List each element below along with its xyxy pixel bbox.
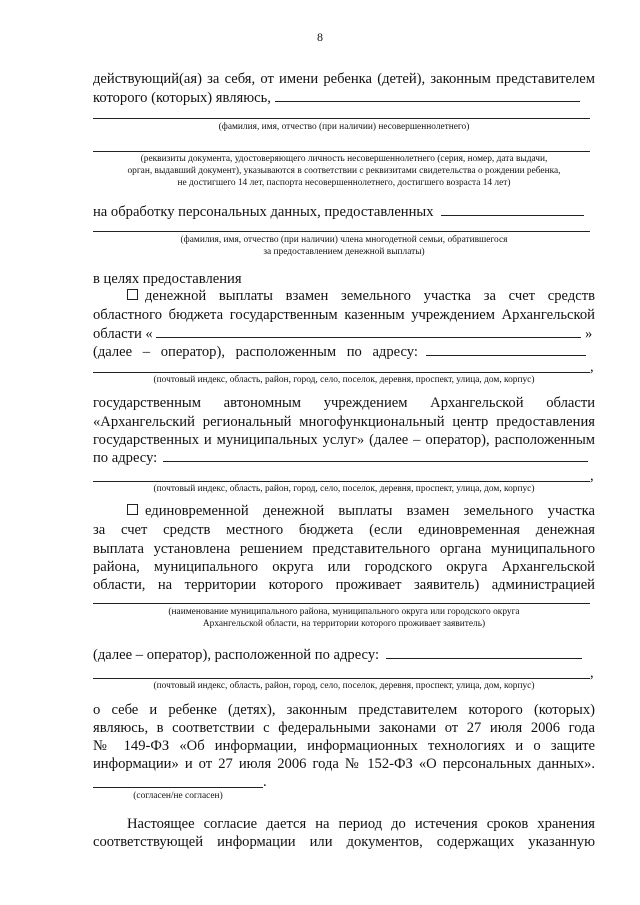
purpose-line: в целях предоставления: [93, 271, 242, 287]
mfc-word-2: автономным: [223, 395, 302, 411]
caption-consent: (согласен/не согласен): [133, 791, 223, 801]
law-line-3: № 149-ФЗ «Об информации, информационных технологиях и о защите: [93, 738, 595, 754]
intro-line-2: [93, 89, 595, 107]
caption-address-2: (почтовый индекс, область, район, город, село, поселок, деревня, проспект, улица, дом, корпус): [153, 484, 535, 494]
option-2-line-2: за счет средств местного бюджета (если единовременная денежная: [93, 522, 595, 538]
minor-name-field-2[interactable]: [93, 118, 590, 119]
option-1-line-4: [93, 343, 595, 361]
caption-member-1: (фамилия, имя, отчество (при наличии) члена многодетной семьи, обратившегося: [180, 235, 508, 245]
municipal-operator-address-field-1[interactable]: [386, 646, 582, 659]
caption-muni-1: (наименование муниципального района, муниципального округа или городского округа: [168, 607, 520, 617]
family-member-field-2[interactable]: [93, 231, 590, 232]
caption-member-2: за предоставлением денежной выплаты): [263, 247, 425, 257]
option-1-text-1: денежной выплаты взамен земельного участка за счет средств: [145, 288, 595, 304]
institution-name-field[interactable]: [156, 325, 581, 338]
option-2-line-5: области, на территории которого проживает заявитель) администрацией: [93, 577, 595, 593]
option-1-text-3a: области «: [93, 326, 153, 342]
mfc-word-5: области: [546, 395, 596, 411]
final-line-1: Настоящее согласие дается на период до истечения сроков хранения: [127, 816, 595, 832]
option-1-line-2: областного бюджета государственным казенным учреждением Архангельской: [93, 307, 595, 323]
option-2-line-4: района, муниципального округа или городского округа Архангельской: [93, 559, 595, 575]
law-line-1: о себе и ребенке (детях), законным представителем которого (которых): [93, 702, 595, 718]
option-2-line-6: [93, 646, 595, 664]
consent-period: .: [263, 774, 267, 790]
option-2-line-1: [127, 502, 595, 520]
option-1-line-1: [127, 287, 595, 305]
mfc-line-4: [93, 449, 595, 467]
caption-address-1: (почтовый индекс, область, район, город, село, поселок, деревня, проспект, улица, дом, корпус): [153, 375, 535, 385]
law-line-4: информации» и от 27 июля 2006 года № 152-ФЗ «О персональных данных».: [93, 756, 595, 772]
address-comma-2: ,: [590, 468, 594, 484]
option-2-text-1: единовременной денежной выплаты взамен земельного участка: [145, 503, 595, 519]
consent-field[interactable]: [93, 787, 263, 788]
municipal-operator-address-field-2[interactable]: [93, 678, 590, 679]
option-1-line-3: [93, 325, 595, 343]
mfc-word-1: государственным: [93, 395, 201, 411]
mfc-line-1: [93, 394, 595, 412]
address-comma-1: ,: [590, 359, 594, 375]
mfc-address-field-1[interactable]: [163, 449, 588, 462]
mfc-address-field-2[interactable]: [93, 481, 590, 482]
intro-line-1: действующий(ая) за себя, от имени ребенка (детей), законным представителем: [93, 71, 595, 87]
option-2-line-3: выплата установлена решением представительного органа муниципального: [93, 541, 595, 557]
mfc-line-2: «Архангельский региональный многофункциональный центр предоставления: [93, 414, 595, 430]
caption-muni-2: Архангельской области, на территории которого проживает заявитель): [202, 619, 486, 629]
caption-doc-1: (реквизиты документа, удостоверяющего личность несовершеннолетнего (серия, номер, дата выдачи,: [140, 154, 548, 164]
processing-text: на обработку персональных данных, предоставленных: [93, 204, 434, 220]
caption-address-3: (почтовый индекс, область, район, город, село, поселок, деревня, проспект, улица, дом, корпус): [153, 681, 535, 691]
mfc-word-4: Архангельской: [430, 395, 524, 411]
intro-line-2-text: которого (которых) являюсь,: [93, 90, 271, 106]
law-line-2: являюсь, в соответствии с федеральными законами от 27 июля 2006 года: [93, 720, 595, 736]
option-2-text-6: (далее – оператор), расположенной по адресу:: [93, 647, 380, 663]
page-number: 8: [317, 30, 323, 44]
mfc-word-3: учреждением: [323, 395, 408, 411]
operator-address-field-2[interactable]: [93, 372, 590, 373]
option-1-text-4: (далее – оператор), расположенным по адресу:: [93, 344, 418, 360]
final-line-2: соответствующей информации или документов, содержащих указанную: [93, 834, 595, 850]
caption-minor-name: (фамилия, имя, отчество (при наличии) несовершеннолетнего): [218, 122, 470, 132]
operator-address-field-1[interactable]: [426, 343, 586, 356]
municipality-name-field[interactable]: [93, 603, 590, 604]
minor-name-field-1[interactable]: [275, 89, 580, 102]
option-1-text-3b: »: [585, 326, 593, 342]
address-comma-3: ,: [590, 665, 594, 681]
option-2-checkbox[interactable]: [127, 504, 138, 515]
caption-doc-2: орган, выдавший документ), указываются в соответствии с реквизитами свидетельства о рождении ребенка,: [127, 166, 561, 176]
mfc-line-3: государственных и муниципальных услуг» (далее – оператор), расположенным: [93, 432, 595, 448]
minor-document-field[interactable]: [93, 151, 590, 152]
caption-doc-3: не достигшего 14 лет, паспорта несовершеннолетнего, достигшего возраста 14 лет): [177, 178, 511, 188]
option-1-checkbox[interactable]: [127, 289, 138, 300]
family-member-field-1[interactable]: [441, 203, 584, 216]
processing-line: [93, 203, 595, 221]
mfc-text-4: по адресу:: [93, 450, 158, 466]
